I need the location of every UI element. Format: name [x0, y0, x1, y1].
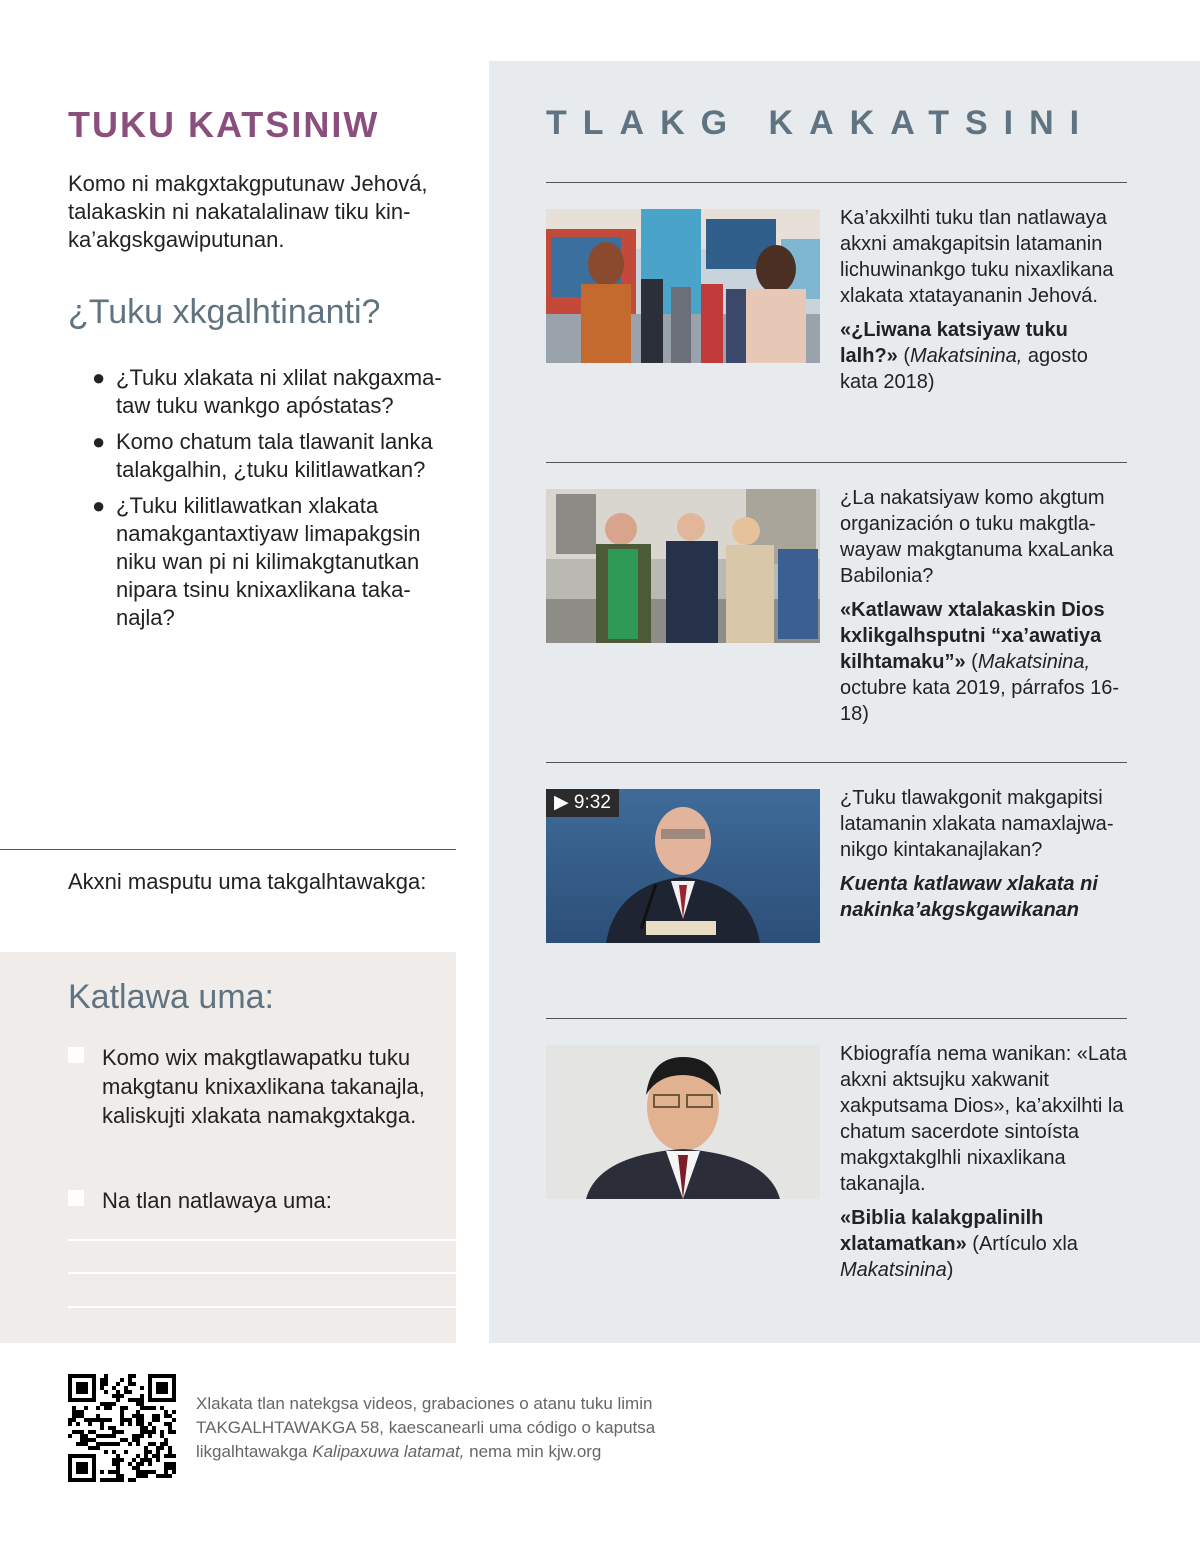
checkbox[interactable]: [68, 1190, 84, 1206]
footer-note: Xlakata tlan natekgsa videos, grabaciones o atanu tuku limin TAKGALHTAWAKGA 58, kaescanearli uma código o kaputsa likgalhtawakga Kalipaxuwa latamat, nema min kjw.org: [196, 1394, 656, 1461]
questions-list: [92, 364, 462, 640]
resource-reference: «Katlawaw xtalakaskin Dios kxlikgalhsputni “xa’awatiya kilhtamaku”» (Makatsinina, octubre kata 2019, párrafos 16-18): [840, 599, 1120, 725]
resource-reference: «¿Liwana katsiyaw tuku lalh?» (Makatsinina, agosto kata 2018): [840, 319, 1088, 393]
write-in-line[interactable]: [68, 1272, 456, 1274]
video-duration-badge: ▶ 9:32: [546, 789, 619, 817]
task-text: Komo wix makgtlawapatku tuku makgtanu knixaxlikana takanajla, kaliskujti xlakata namakgxtakga.: [102, 1045, 425, 1128]
page-title: TUKU KATSINIW: [68, 104, 380, 145]
write-in-line[interactable]: [68, 1306, 456, 1308]
video-thumbnail[interactable]: [546, 789, 820, 943]
resource-description: ¿La nakatsiyaw komo akgtum organización o tuku makgtlawayaw makgtanuma kxaLanka Babilonia?: [840, 487, 1114, 587]
resource-item: [840, 485, 1130, 727]
resource-reference: «Biblia kalakgpalinilh xlatamatkan» (Artículo xla Makatsinina): [840, 1207, 1078, 1281]
portrait-image: [546, 1045, 820, 1199]
divider: [546, 762, 1127, 763]
resource-description: Kbiografía nema wanikan: «Lata akxni aktsujku xakwanit xakputsama Dios», ka’akxilhti la chatum sacerdote sintoísta makgxtakglhli nixaxlikana takanajla.: [840, 1043, 1127, 1195]
article-link[interactable]: «Biblia kalakgpalinilh xlatamatkan»: [840, 1207, 1044, 1255]
question-text: ¿Tuku xlakata ni xlilat nakgaxmataw tuku wankgo apóstatas?: [116, 365, 442, 418]
task-item: [68, 1043, 438, 1130]
bullet-icon: ●: [92, 365, 106, 390]
news-crowd-image: [546, 209, 820, 363]
question-text: ¿Tuku kilitlawatkan xlakata namakgantaxtiyaw limapakgsin niku wan pi ni kilimakgtanutkan nipara tsinu knixaxlikana takanajla?: [116, 493, 421, 630]
question-item: [92, 364, 462, 420]
resource-item: [840, 205, 1130, 395]
resource-description: Ka’akxilhti tuku tlan natlawaya akxni amakgapitsin latamanin lichuwinankgo tuku nixaxlikana xlakata xtatayananin Jehová.: [840, 207, 1114, 307]
write-in-line[interactable]: [68, 1239, 456, 1241]
bullet-icon: ●: [92, 493, 106, 518]
divider: [546, 182, 1127, 183]
task-item: [68, 1186, 438, 1215]
further-study-heading: TLAKG KAKATSINI: [546, 104, 1096, 142]
divider: [0, 849, 456, 850]
street-witnessing-image: [546, 489, 820, 643]
checkbox[interactable]: [68, 1047, 84, 1063]
play-icon: ▶: [554, 792, 569, 813]
resource-item: [840, 785, 1130, 923]
qr-code-icon[interactable]: [68, 1374, 176, 1482]
bullet-icon: ●: [92, 429, 106, 454]
question-text: Komo chatum tala tlawanit lanka talakgalhin, ¿tuku kilitlawatkan?: [116, 429, 433, 482]
resource-description: ¿Tuku tlawakgonit makgapitsi latamanin xlakata namaxlajwanikgo kintakanajlakan?: [840, 787, 1114, 861]
article-link[interactable]: «Katlawaw xtalakaskin Dios kxlikgalhsputni “xa’awatiya kilhtamaku”»: [840, 599, 1105, 673]
divider: [546, 462, 1127, 463]
task-text: Na tlan natlawaya uma:: [102, 1188, 332, 1213]
tasks-heading: Katlawa uma:: [68, 978, 274, 1016]
question-item: [92, 428, 462, 484]
question-item: [92, 492, 462, 632]
article-link[interactable]: «¿Liwana katsiyaw tuku lalh?»: [840, 319, 1068, 367]
video-link[interactable]: Kuenta katlawaw xlakata ni nakinka’akgskgawikanan: [840, 873, 1098, 921]
resource-item: [840, 1041, 1130, 1283]
questions-heading: ¿Tuku xkgalhtinanti?: [68, 293, 381, 331]
next-lesson-label: Akxni masputu uma takgalhtawakga:: [68, 869, 427, 894]
intro-text: Komo ni makgxtakgputunaw Jehová, talakaskin ni nakatalalinaw tiku kinka’akgskgawiputunan.: [68, 171, 428, 252]
divider: [546, 1018, 1127, 1019]
